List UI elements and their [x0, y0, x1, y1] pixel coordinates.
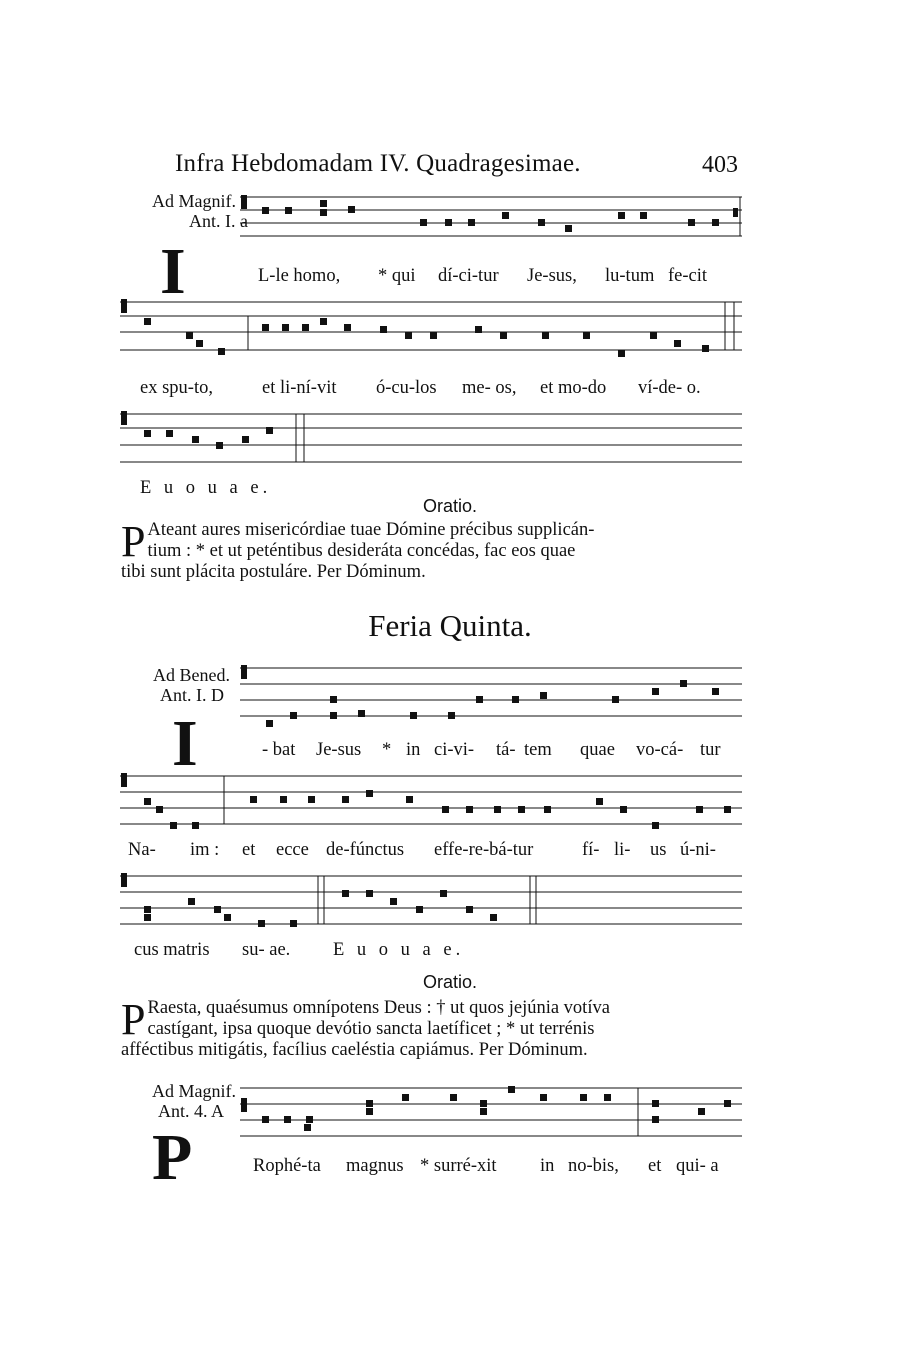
section-title: Feria Quinta. — [368, 608, 532, 643]
chant2-lyric-11: Na- — [128, 840, 156, 860]
chant2-lyric-2: Je-sus — [316, 740, 362, 760]
oratio1-title: Oratio. — [422, 496, 478, 516]
chant2-lyric-22: su- ae. — [242, 940, 291, 960]
oratio1-line-1: Ateant aures misericórdiae tuae Dómine précibus supplicán- — [147, 520, 595, 540]
oratio2-line-1: Raesta, quaésumus omnípotens Deus : † ut quos jejúnia votíva — [147, 998, 610, 1018]
chant1-lyric-4: Je-sus, — [527, 266, 577, 286]
chant3-office-label: Ad Magnif. — [152, 1081, 236, 1101]
chant3-initial: P — [152, 1121, 193, 1194]
chant2-lyric-20: ú-ni- — [680, 840, 716, 860]
oratio2-line-3: afféctibus mitigátis, facílius caeléstia capiámus. Per Dóminum. — [121, 1040, 588, 1060]
chant1-lyric-10: me- os, — [462, 378, 517, 398]
chant1-lyric-1: L-le homo, — [258, 266, 341, 286]
chant3-lyric-1: Rophé-ta — [253, 1156, 321, 1176]
chant1-lyric-7: ex spu-to, — [140, 378, 213, 398]
chant2-lyric-1: - bat — [262, 740, 296, 760]
chant1-lyric-5: lu-tum — [605, 266, 655, 286]
chant2-staff-2 — [120, 772, 745, 834]
chant2-lyric-9: vo-cá- — [636, 740, 684, 760]
oratio1-line-2: tium : * et ut peténtibus desideráta concédas, fac eos quae — [147, 541, 576, 561]
chant1-initial: I — [160, 235, 186, 308]
chant1-lyric-11: et mo-do — [540, 378, 607, 398]
chant2-lyric-8: quae — [580, 740, 615, 760]
chant1-euouae: E u o u a e. — [140, 478, 272, 498]
chant3-lyric-2: magnus — [346, 1156, 404, 1176]
chant1-lyric-3: dí-ci-tur — [438, 266, 499, 286]
chant1-lyric-9: ó-cu-los — [376, 378, 437, 398]
chant2-initial: I — [172, 707, 198, 780]
chant2-lyric-5: ci-vi- — [434, 740, 475, 760]
chant2-lyric-15: de-fúnctus — [326, 840, 405, 860]
chant3-lyric-6: et — [648, 1156, 662, 1176]
chant1-staff-1 — [240, 195, 745, 247]
chant2-antiphon-label: Ant. I. D — [160, 685, 224, 705]
chant3-lyric-5: no-bis, — [568, 1156, 619, 1176]
running-header: Infra Hebdomadam IV. Quadragesimae. — [175, 150, 581, 177]
chant2-lyric-12: im : — [190, 840, 220, 860]
chant2-lyric-13: et — [242, 840, 256, 860]
oratio2-title: Oratio. — [422, 972, 478, 992]
chant2-office-label: Ad Bened. — [153, 665, 230, 685]
chant2-lyric-21: cus matris — [134, 940, 210, 960]
chant2-lyric-17: fí- — [582, 840, 600, 860]
chant2-staff-3 — [120, 872, 745, 934]
chant3-lyric-7: qui- a — [676, 1156, 719, 1176]
chant2-lyric-18: li- — [614, 840, 631, 860]
oratio1-line-3: tibi sunt plácita postuláre. Per Dóminum. — [121, 562, 426, 582]
oratio1-text — [121, 517, 741, 583]
chant1-staff-3 — [120, 410, 745, 468]
chant2-lyric-7: tem — [524, 740, 552, 760]
chant3-lyric-3: * surré-xit — [420, 1156, 497, 1176]
chant2-lyric-16: effe-re-bá-tur — [434, 840, 534, 860]
chant2-lyric-10: tur — [700, 740, 721, 760]
chant2-staff-1 — [240, 664, 745, 730]
chant1-staff-2 — [120, 298, 745, 356]
chant2-lyric-4: in — [406, 740, 421, 760]
oratio2-text — [121, 995, 741, 1061]
oratio1-dropcap: P — [121, 517, 146, 566]
chant1-lyric-6: fe-cit — [668, 266, 708, 286]
chant2-lyric-3: * — [382, 740, 392, 760]
oratio2-line-2: castígant, ipsa quoque devótio sancta laetíficet ; * ut terrénis — [147, 1019, 595, 1039]
chant1-lyric-12: ví-de- o. — [638, 378, 701, 398]
chant1-lyric-2: * qui — [378, 266, 416, 286]
oratio2-dropcap: P — [121, 995, 146, 1044]
chant3-staff-1 — [240, 1082, 745, 1148]
chant2-lyric-19: us — [650, 840, 667, 860]
page-number: 403 — [702, 152, 738, 178]
chant2-lyric-14: ecce — [276, 840, 309, 860]
chant2-lyric-6: tá- — [496, 740, 516, 760]
chant3-lyric-4: in — [540, 1156, 555, 1176]
chant1-office-label: Ad Magnif. — [152, 191, 236, 211]
chant3-antiphon-label: Ant. 4. A — [157, 1101, 224, 1121]
chant2-euouae: E u o u a e. — [333, 940, 465, 960]
chant1-lyric-8: et li-ní-vit — [262, 378, 337, 398]
chant1-antiphon-label: Ant. I. a — [189, 211, 248, 231]
